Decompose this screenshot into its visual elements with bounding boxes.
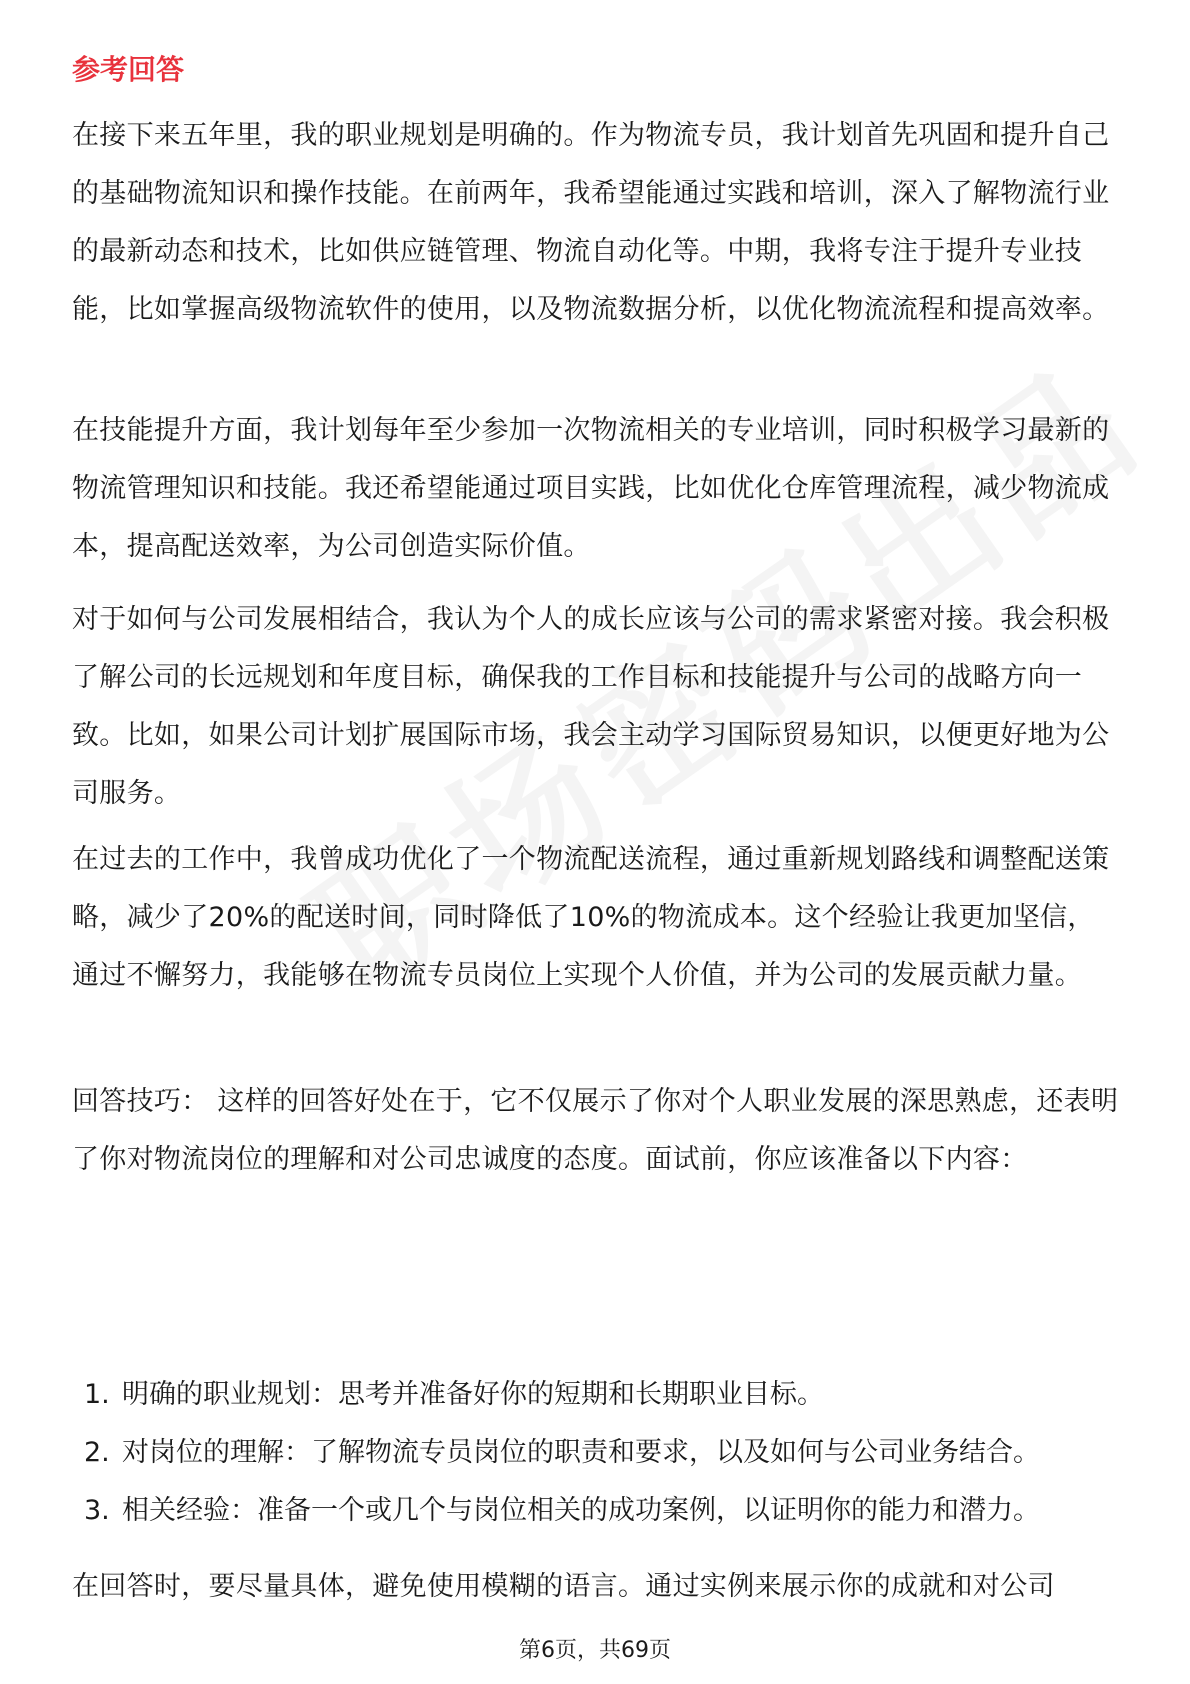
- list-item: [84, 1482, 1124, 1540]
- page-number: 第6页，共69页: [519, 1638, 671, 1663]
- paragraph-closing: 在回答时，要尽量具体，避免使用模糊的语言。通过实例来展示你的成就和对公司: [72, 1571, 1055, 1602]
- paragraph-career-plan: 在接下来五年里，我的职业规划是明确的。作为物流专员，我计划首先巩固和提升自己的基础物流知识和操作技能。在前两年，我希望能通过实践和培训，深入了解物流行业的最新动态和技术，比如供应链管理、物流自动化等。中期，我将专注于提升专业技能，比如掌握高级物流软件的使用，以及物流数据分析，以优化物流流程和提高效率。: [72, 120, 1110, 325]
- paragraph-past-experience: 在过去的工作中，我曾成功优化了一个物流配送流程，通过重新规划路线和调整配送策略，减少了20%的配送时间，同时降低了10%的物流成本。这个经验让我更加坚信，通过不懈努力，我能够在物流专员岗位上实现个人价值，并为公司的发展贡献力量。: [72, 844, 1110, 991]
- list-item: [84, 1366, 1124, 1424]
- tips-list: [84, 1366, 1124, 1540]
- list-item-text: 相关经验：准备一个或几个与岗位相关的成功案例，以证明你的能力和潜力。: [122, 1495, 1040, 1526]
- list-item-number: 1.: [84, 1379, 110, 1410]
- list-item-number: 2.: [84, 1437, 110, 1468]
- paragraph-company-alignment: 对于如何与公司发展相结合，我认为个人的成长应该与公司的需求紧密对接。我会积极了解公司的长远规划和年度目标，确保我的工作目标和技能提升与公司的战略方向一致。比如，如果公司计划扩展国际市场，我会主动学习国际贸易知识，以便更好地为公司服务。: [72, 604, 1110, 809]
- list-item: [84, 1424, 1124, 1482]
- paragraph-answer-tips: 回答技巧： 这样的回答好处在于，它不仅展示了你对个人职业发展的深思熟虑，还表明了你对物流岗位的理解和对公司忠诚度的态度。面试前，你应该准备以下内容：: [72, 1086, 1119, 1175]
- section-title: 参考回答: [72, 53, 185, 86]
- list-item-number: 3.: [84, 1495, 110, 1526]
- list-item-text: 对岗位的理解：了解物流专员岗位的职责和要求，以及如何与公司业务结合。: [122, 1437, 1040, 1468]
- list-item-text: 明确的职业规划：思考并准备好你的短期和长期职业目标。: [122, 1379, 824, 1410]
- paragraph-skill-improvement: 在技能提升方面，我计划每年至少参加一次物流相关的专业培训，同时积极学习最新的物流管理知识和技能。我还希望能通过项目实践，比如优化仓库管理流程，减少物流成本，提高配送效率，为公司创造实际价值。: [72, 415, 1110, 562]
